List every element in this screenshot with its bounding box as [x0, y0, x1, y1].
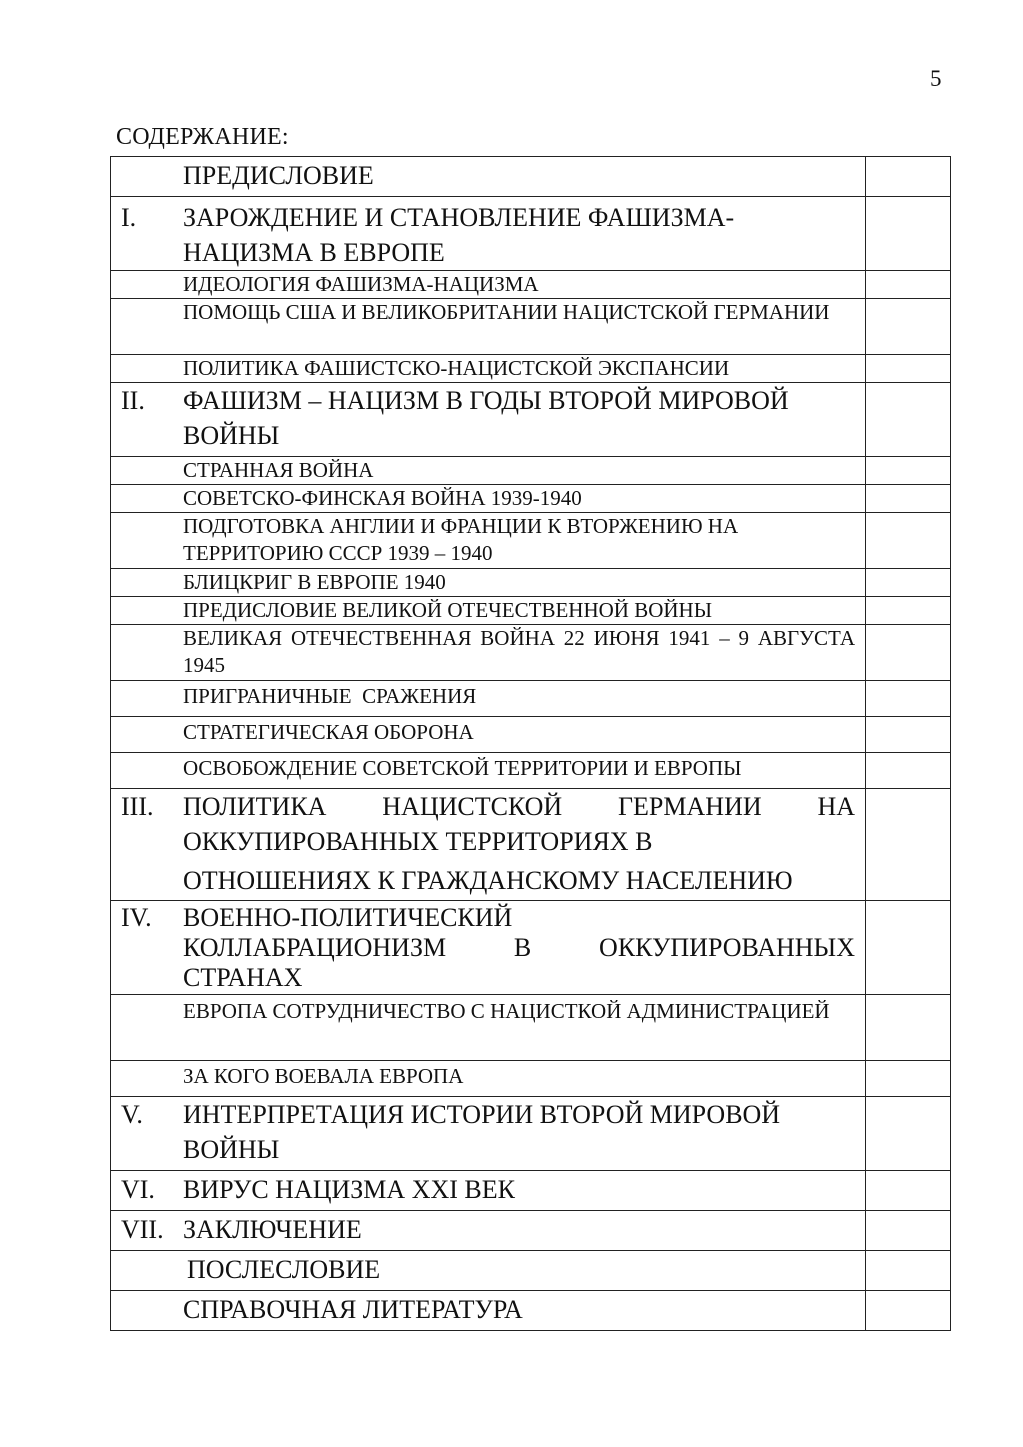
- subsection-title: ИДЕОЛОГИЯ ФАШИЗМА-НАЦИЗМА: [183, 272, 539, 296]
- section-number: V.: [121, 1100, 143, 1129]
- page-cell: [866, 1291, 951, 1331]
- section-number: I.: [121, 203, 137, 232]
- page-cell: [866, 157, 951, 197]
- toc-row: [111, 995, 951, 1061]
- page-cell: [866, 457, 951, 485]
- page-title: СОДЕРЖАНИЕ:: [116, 124, 289, 150]
- section-title-line: ПОЛИТИКА НАЦИСТСКОЙ ГЕРМАНИИ НА: [183, 792, 855, 821]
- page-cell: [866, 901, 951, 995]
- page-cell: [866, 1097, 951, 1171]
- subsection-title: ЕВРОПА СОТРУДНИЧЕСТВО С НАЦИСТКОЙ АДМИНИСТРАЦИЕЙ: [183, 999, 830, 1023]
- section-title: СПРАВОЧНАЯ ЛИТЕРАТУРА: [183, 1295, 523, 1324]
- toc-row: [111, 569, 951, 597]
- page-number: 5: [930, 66, 942, 91]
- section-title-line: СТРАНАХ: [183, 963, 303, 992]
- toc-row: [111, 513, 951, 569]
- page-cell: [866, 753, 951, 789]
- toc-row: [111, 717, 951, 753]
- toc-row: [111, 625, 951, 681]
- section-title: ВИРУС НАЦИЗМА XXI ВЕК: [183, 1175, 515, 1204]
- section-title: ПРЕДИСЛОВИЕ: [183, 161, 374, 190]
- section-title: ЗАРОЖДЕНИЕ И СТАНОВЛЕНИЕ ФАШИЗМА-НАЦИЗМА В ЕВРОПЕ: [183, 203, 735, 267]
- subsection-title: ПОДГОТОВКА АНГЛИИ И ФРАНЦИИ К ВТОРЖЕНИЮ НА ТЕРРИТОРИЮ СССР 1939 – 1940: [183, 514, 739, 565]
- section-title-line: КОЛЛАБРАЦИОНИЗМ В ОККУПИРОВАННЫХ: [183, 933, 855, 962]
- toc-row: [111, 1097, 951, 1171]
- page-cell: [866, 383, 951, 457]
- subsection-title: ПРЕДИСЛОВИЕ ВЕЛИКОЙ ОТЕЧЕСТВЕННОЙ ВОЙНЫ: [183, 598, 713, 622]
- page-cell: [866, 789, 951, 901]
- section-title: ЗАКЛЮЧЕНИЕ: [183, 1215, 362, 1244]
- toc-row: [111, 789, 951, 901]
- toc-row: [111, 271, 951, 299]
- page-cell: [866, 1171, 951, 1211]
- subsection-title: ВЕЛИКАЯ ОТЕЧЕСТВЕННАЯ ВОЙНА 22 ИЮНЯ 1941 – 9 АВГУСТА 1945: [183, 626, 855, 677]
- page-cell: [866, 681, 951, 717]
- subsection-title: БЛИЦКРИГ В ЕВРОПЕ 1940: [183, 570, 446, 594]
- subsection-title: ПРИГРАНИЧНЫЕ СРАЖЕНИЯ: [183, 684, 477, 708]
- section-title-line: ОТНОШЕНИЯХ К ГРАЖДАНСКОМУ НАСЕЛЕНИЮ: [183, 866, 793, 895]
- section-number: VII.: [121, 1215, 164, 1244]
- toc-row: [111, 681, 951, 717]
- subsection-title: СОВЕТСКО-ФИНСКАЯ ВОЙНА 1939-1940: [183, 486, 582, 510]
- page-cell: [866, 1061, 951, 1097]
- subsection-title: ОСВОБОЖДЕНИЕ СОВЕТСКОЙ ТЕРРИТОРИИ И ЕВРОПЫ: [183, 756, 742, 780]
- toc-row: [111, 1211, 951, 1251]
- toc-row: [111, 1251, 951, 1291]
- page-cell: [866, 197, 951, 271]
- page-cell: [866, 597, 951, 625]
- subsection-title: СТРАННАЯ ВОЙНА: [183, 458, 374, 482]
- section-title: ИНТЕРПРЕТАЦИЯ ИСТОРИИ ВТОРОЙ МИРОВОЙ ВОЙНЫ: [183, 1100, 781, 1164]
- section-number: II.: [121, 386, 145, 415]
- page-cell: [866, 995, 951, 1061]
- section-number: VI.: [121, 1175, 155, 1204]
- toc-row: [111, 597, 951, 625]
- toc-row: [111, 1291, 951, 1331]
- page-cell: [866, 299, 951, 355]
- page-cell: [866, 1251, 951, 1291]
- page-cell: [866, 625, 951, 681]
- toc-table: [110, 156, 951, 1331]
- page-cell: [866, 1211, 951, 1251]
- toc-row: [111, 383, 951, 457]
- section-title: ПОСЛЕСЛОВИЕ: [187, 1255, 381, 1284]
- subsection-title: СТРАТЕГИЧЕСКАЯ ОБОРОНА: [183, 720, 474, 744]
- toc-row: [111, 355, 951, 383]
- page-cell: [866, 355, 951, 383]
- page-cell: [866, 513, 951, 569]
- toc-row: [111, 753, 951, 789]
- toc-row: [111, 299, 951, 355]
- section-number: III.: [121, 792, 154, 821]
- page-cell: [866, 485, 951, 513]
- page-cell: [866, 271, 951, 299]
- section-title-line: ОККУПИРОВАННЫХ ТЕРРИТОРИЯХ В: [183, 827, 653, 856]
- section-title: ФАШИЗМ – НАЦИЗМ В ГОДЫ ВТОРОЙ МИРОВОЙ ВОЙНЫ: [183, 386, 789, 450]
- toc-row: [111, 157, 951, 197]
- toc-row: [111, 485, 951, 513]
- toc-row: [111, 1061, 951, 1097]
- toc-row: [111, 901, 951, 995]
- section-number: IV.: [121, 903, 152, 932]
- subsection-title: ПОМОЩЬ США И ВЕЛИКОБРИТАНИИ НАЦИСТСКОЙ ГЕРМАНИИ: [183, 300, 830, 324]
- toc-row: [111, 1171, 951, 1211]
- page-cell: [866, 569, 951, 597]
- section-title-line: ВОЕННО-ПОЛИТИЧЕСКИЙ: [183, 903, 513, 932]
- toc-row: [111, 457, 951, 485]
- subsection-title: ПОЛИТИКА ФАШИСТСКО-НАЦИСТСКОЙ ЭКСПАНСИИ: [183, 356, 730, 380]
- page-cell: [866, 717, 951, 753]
- subsection-title: ЗА КОГО ВОЕВАЛА ЕВРОПА: [183, 1064, 464, 1088]
- toc-row: [111, 197, 951, 271]
